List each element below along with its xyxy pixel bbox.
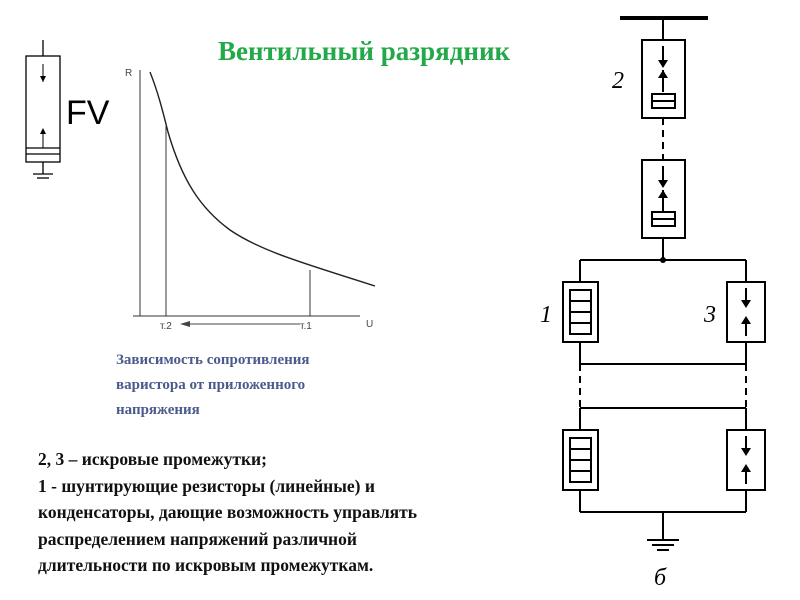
label-2: 2 [612,68,624,94]
legend-line: распределением напряжений различной [38,528,357,549]
caption-line: Зависимость сопротивления [116,352,310,368]
caption-line: напряжения [116,402,200,418]
tick-t2: т.2 [160,321,172,332]
y-axis-label: R [125,68,133,79]
fv-label: FV [66,94,110,132]
legend-line: длительности по искровым промежуткам. [38,555,374,575]
label-b: б [654,565,667,591]
slide-title: Вентильный разрядник [218,36,511,66]
x-axis-label: U [366,319,374,330]
legend-line: конденсаторы, дающие возможность управлять [38,502,417,522]
caption-line: варистора от приложенного [116,377,306,393]
legend-line: 2, 3 – искровые промежутки; [38,449,267,469]
legend-line: 1 - шунтирующие резисторы (линейные) и [38,475,375,496]
label-3: 3 [704,302,716,328]
tick-t1: т.1 [300,321,312,332]
label-1: 1 [540,302,552,328]
